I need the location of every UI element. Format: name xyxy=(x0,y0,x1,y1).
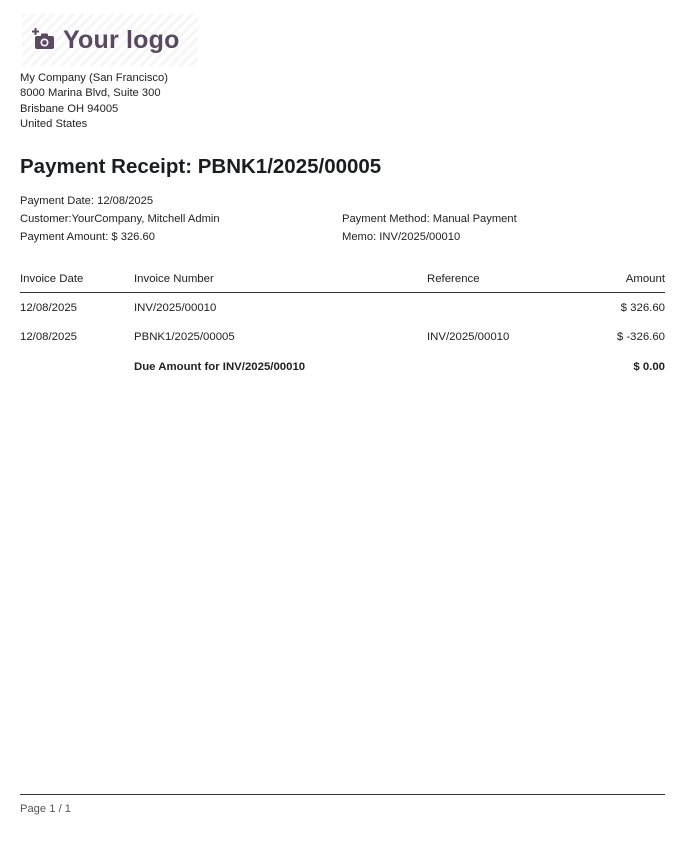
company-name: My Company (San Francisco) xyxy=(20,72,168,84)
cell-invoice-number: PBNK1/2025/00005 xyxy=(134,331,235,344)
cell-reference: INV/2025/00010 xyxy=(427,331,510,344)
payment-date: Payment Date: 12/08/2025 xyxy=(20,195,154,207)
header-reference: Reference xyxy=(427,266,567,293)
footer-divider xyxy=(20,794,665,795)
table-header-row xyxy=(20,266,665,293)
cell-reference xyxy=(427,293,567,323)
table-row xyxy=(20,293,665,323)
table-row xyxy=(20,323,665,353)
company-country: United States xyxy=(20,118,88,131)
payment-amount: Payment Amount: $ 326.60 xyxy=(20,231,155,243)
cell-invoice-number: INV/2025/00010 xyxy=(134,301,217,314)
header-invoice-number: Invoice Number xyxy=(134,266,427,293)
cell-invoice-date: 12/08/2025 xyxy=(20,331,78,344)
receipt-title: Payment Receipt: PBNK1/2025/00005 xyxy=(20,155,382,178)
due-amount-value: $ 0.00 xyxy=(633,360,665,373)
due-amount-label: Due Amount for INV/2025/00010 xyxy=(134,360,306,373)
company-street: 8000 Marina Blvd, Suite 300 xyxy=(20,87,161,100)
company-address xyxy=(20,71,168,133)
cell-amount: $ -326.60 xyxy=(616,331,665,344)
company-logo xyxy=(22,14,198,66)
cell-invoice-date: 12/08/2025 xyxy=(20,301,78,314)
customer: Customer:YourCompany, Mitchell Admin xyxy=(20,213,220,225)
due-amount-row xyxy=(20,352,665,382)
memo: Memo: INV/2025/00010 xyxy=(342,231,461,243)
payment-method: Payment Method: Manual Payment xyxy=(342,213,517,225)
page-number: Page 1 / 1 xyxy=(20,803,72,815)
company-city: Brisbane OH 94005 xyxy=(20,102,119,115)
payment-lines-table xyxy=(20,266,665,382)
cell-amount: $ 326.60 xyxy=(620,301,665,314)
header-invoice-date: Invoice Date xyxy=(20,266,134,293)
logo-text: Your logo xyxy=(63,25,180,54)
header-amount: Amount xyxy=(567,266,665,293)
camera-plus-icon xyxy=(31,27,57,53)
